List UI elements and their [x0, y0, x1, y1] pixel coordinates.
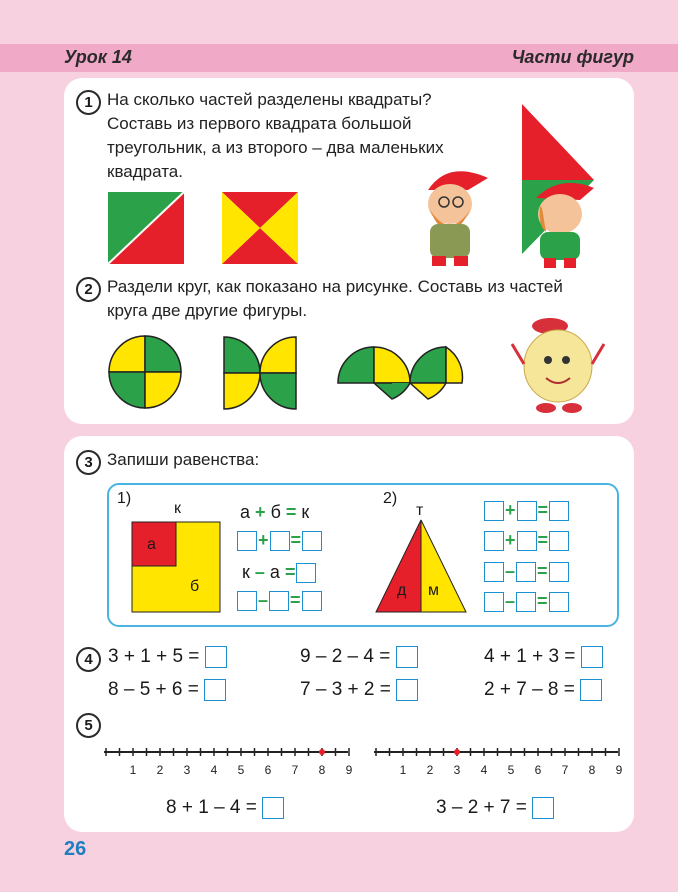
marked-point [319, 749, 325, 755]
answer-box[interactable] [516, 562, 536, 582]
answer-box[interactable] [532, 797, 554, 819]
gnome-girl-illustration [520, 178, 600, 270]
tick-label: 5 [237, 763, 245, 777]
equation: 3 + 1 + 5 = [108, 645, 227, 669]
equation: 8 + 1 – 4 = [166, 796, 284, 820]
apex-label-t: т [416, 502, 424, 519]
marked-point [454, 749, 460, 755]
blank-equation-minus: – = [483, 561, 570, 582]
answer-box[interactable] [549, 592, 569, 612]
answer-box[interactable] [270, 531, 290, 551]
triangle-parts-figure [376, 520, 466, 612]
equation: 4 + 1 + 3 = [484, 645, 603, 669]
part-label-m: м [428, 582, 439, 599]
tick-label: 2 [156, 763, 164, 777]
answer-box[interactable] [581, 646, 603, 668]
answer-box[interactable] [237, 531, 257, 551]
part1-label: 1) [117, 490, 132, 507]
answer-box[interactable] [302, 591, 322, 611]
side-label-k: к [174, 500, 181, 517]
answer-box[interactable] [205, 646, 227, 668]
task3-text: Запиши равенства: [107, 450, 260, 469]
square-cross-figure [222, 192, 298, 264]
eq-a: а [240, 502, 251, 522]
circle-quarters-figure [108, 335, 182, 409]
eq-plus: + [255, 502, 266, 522]
answer-box[interactable] [296, 563, 316, 583]
answer-box[interactable] [580, 679, 602, 701]
page-number: 26 [64, 838, 87, 860]
task-number-2: 2 [76, 277, 101, 302]
tick-label: 7 [561, 763, 569, 777]
answer-box[interactable] [484, 531, 504, 551]
equation: 3 – 2 + 7 = [436, 796, 554, 820]
answer-box[interactable] [517, 531, 537, 551]
tick-label: 5 [507, 763, 515, 777]
number-line-1 [104, 744, 353, 777]
tick-label: 7 [291, 763, 299, 777]
task-number-1: 1 [76, 90, 101, 115]
answer-box[interactable] [549, 531, 569, 551]
answer-box[interactable] [269, 591, 289, 611]
ball-character-illustration [510, 316, 606, 416]
eq-b: б [270, 502, 281, 522]
task1-text: На сколько частей разделены квадраты? Составь из первого квадрата большой треугольник, а из второго – два маленьких квадрата. [107, 90, 444, 181]
task2-text: Раздели круг, как показано на рисунке. Составь из частей круга две другие фигуры. [107, 277, 563, 320]
part-label-d: д [397, 582, 407, 599]
equation: 2 + 7 – 8 = [484, 678, 602, 702]
answer-box[interactable] [549, 501, 569, 521]
square-diagonal-figure [108, 192, 184, 264]
tick-label: 1 [129, 763, 137, 777]
tick-label: 4 [480, 763, 488, 777]
wave-figure [336, 345, 464, 401]
answer-box[interactable] [237, 591, 257, 611]
answer-box[interactable] [549, 562, 569, 582]
number-line-2 [374, 744, 623, 777]
eq-k: к [301, 502, 310, 522]
answer-box[interactable] [484, 562, 504, 582]
topic-title: Части фигур [511, 47, 634, 67]
eq-equals: = [285, 502, 297, 522]
equation: 9 – 2 – 4 = [300, 645, 418, 669]
tick-label: 2 [426, 763, 434, 777]
part-label-a: а [147, 536, 156, 553]
answer-box[interactable] [484, 592, 504, 612]
equation-a-plus-b [240, 502, 309, 523]
tick-label: 4 [210, 763, 218, 777]
tick-label: 9 [615, 763, 623, 777]
gnome-illustration [408, 160, 500, 270]
answer-box[interactable] [516, 592, 536, 612]
tick-label: 9 [345, 763, 353, 777]
tick-label: 1 [399, 763, 407, 777]
blank-equation-minus: – = [483, 591, 570, 612]
tick-label: 8 [318, 763, 326, 777]
task-number-4: 4 [76, 647, 101, 672]
tick-label: 6 [534, 763, 542, 777]
answer-box[interactable] [396, 646, 418, 668]
answer-box[interactable] [396, 679, 418, 701]
blank-equation-minus: – = [236, 590, 323, 611]
blank-equation-plus: + = [483, 500, 570, 521]
answer-box[interactable] [484, 501, 504, 521]
tick-label: 3 [183, 763, 191, 777]
equation-k-minus-a: к – а = [242, 562, 317, 583]
task-number-5: 5 [76, 713, 101, 738]
tick-label: 3 [453, 763, 461, 777]
answer-box[interactable] [204, 679, 226, 701]
part2-label: 2) [383, 490, 398, 507]
answer-box[interactable] [302, 531, 322, 551]
part-label-b: б [190, 578, 200, 595]
bowtie-figure [222, 335, 298, 411]
blank-equation-plus: + = [483, 530, 570, 551]
tick-label: 6 [264, 763, 272, 777]
tick-label: 8 [588, 763, 596, 777]
equation: 7 – 3 + 2 = [300, 678, 418, 702]
answer-box[interactable] [517, 501, 537, 521]
task-number-3: 3 [76, 450, 101, 475]
lesson-title: Урок 14 [64, 47, 132, 67]
answer-box[interactable] [262, 797, 284, 819]
blank-equation-plus: + = [236, 530, 323, 551]
square-parts-figure [132, 522, 220, 612]
equation: 8 – 5 + 6 = [108, 678, 226, 702]
